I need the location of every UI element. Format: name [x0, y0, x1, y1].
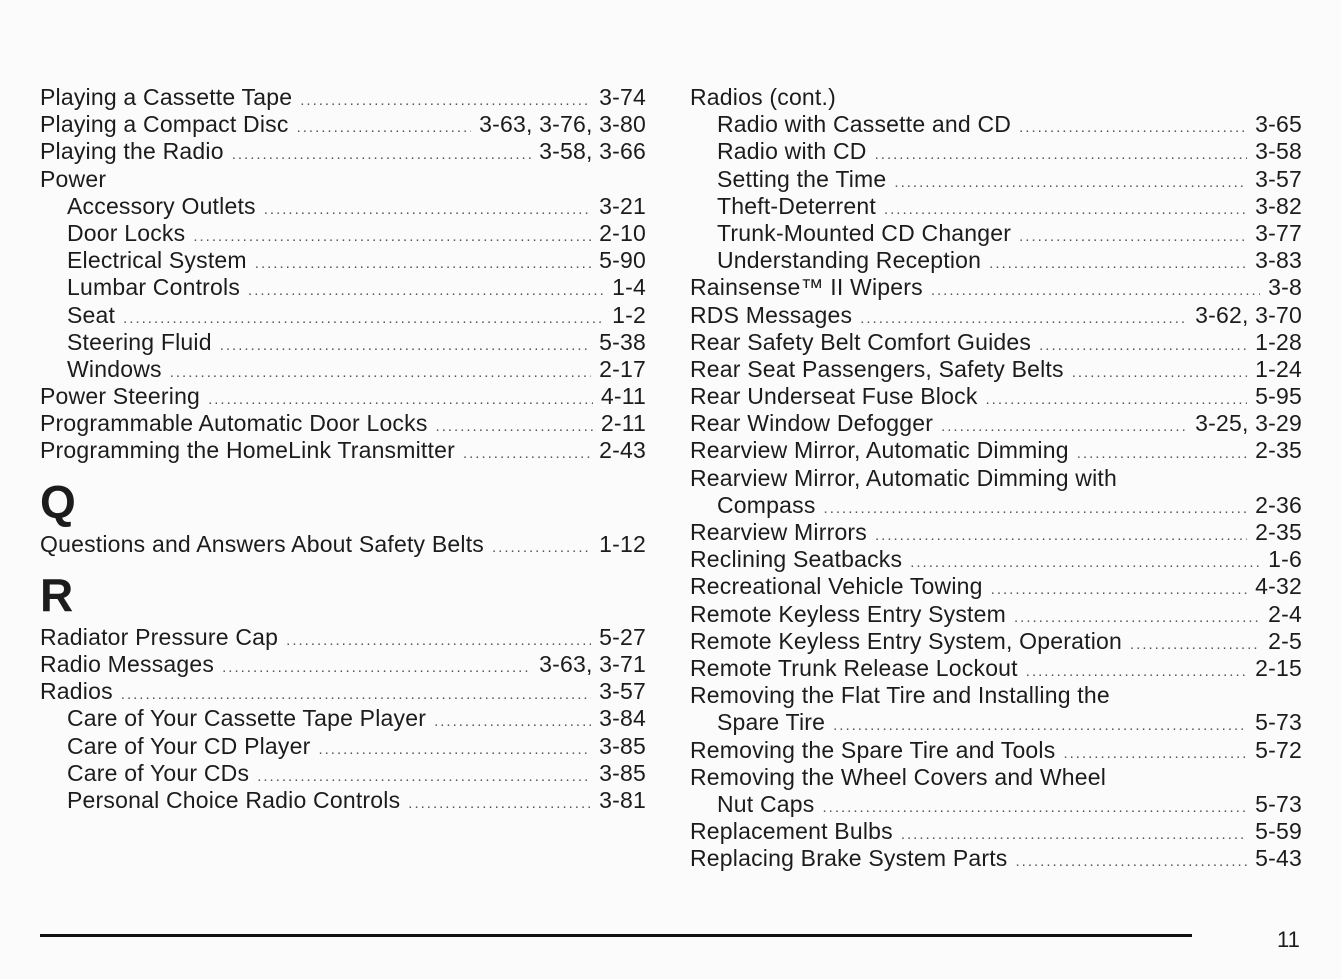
index-subentry	[690, 220, 1302, 247]
page-reference[interactable]: 3-58	[1255, 138, 1302, 165]
page-reference[interactable]: 2-43	[599, 437, 646, 464]
dot-leader	[123, 305, 604, 332]
page-reference[interactable]: 3-57	[1255, 165, 1302, 192]
dot-leader	[193, 223, 591, 250]
dot-leader	[1026, 658, 1247, 685]
dot-leader	[824, 495, 1248, 522]
entry-label: Windows	[67, 355, 162, 382]
dot-leader	[257, 763, 591, 790]
entry-label: Remote Keyless Entry System, Operation	[690, 627, 1122, 654]
index-entry	[40, 410, 646, 437]
dot-leader	[822, 794, 1247, 821]
footer-rule	[40, 934, 1192, 937]
page-reference[interactable]: 3-63, 3-71	[539, 651, 646, 677]
page-reference[interactable]: 3-25, 3-29	[1195, 410, 1302, 437]
index-subentry	[40, 356, 646, 383]
index-entry	[690, 845, 1302, 872]
page-reference[interactable]: 3-77	[1255, 219, 1302, 246]
entry-label: Recreational Vehicle Towing	[690, 573, 983, 600]
page-reference[interactable]: 1-4	[612, 274, 646, 301]
dot-leader	[884, 196, 1247, 223]
page-reference[interactable]: 3-65	[1255, 111, 1302, 138]
index-subentry	[690, 138, 1302, 165]
page-reference[interactable]: 5-73	[1255, 709, 1302, 736]
index-entry	[690, 546, 1302, 573]
page-reference[interactable]: 2-5	[1268, 627, 1302, 654]
index-entry	[690, 682, 1302, 709]
dot-leader	[910, 549, 1260, 576]
index-subentry	[40, 705, 646, 732]
page-reference[interactable]: 1-12	[599, 530, 646, 557]
entry-label: Trunk-Mounted CD Changer	[717, 219, 1012, 246]
index-entry	[690, 764, 1302, 791]
page-reference[interactable]: 3-81	[599, 786, 646, 813]
page-reference[interactable]: 2-17	[599, 355, 646, 382]
index-entry	[40, 138, 646, 165]
page-reference[interactable]: 3-82	[1255, 192, 1302, 219]
page-reference[interactable]: 5-95	[1255, 383, 1302, 410]
index-group-p	[40, 84, 646, 465]
page-reference[interactable]: 5-90	[599, 247, 646, 274]
entry-label: Programming the HomeLink Transmitter	[40, 437, 455, 464]
dot-leader	[232, 141, 531, 168]
page-reference[interactable]: 3-85	[599, 759, 646, 786]
entry-label: Understanding Reception	[717, 247, 982, 274]
entry-label: Care of Your Cassette Tape Player	[67, 705, 427, 732]
dot-leader	[901, 821, 1247, 848]
dot-leader	[318, 736, 591, 763]
dot-leader	[860, 305, 1187, 332]
index-entry	[690, 383, 1302, 410]
page-reference[interactable]: 2-36	[1255, 491, 1302, 518]
entry-label: Radio Messages	[40, 651, 215, 677]
dot-leader	[833, 712, 1247, 739]
page-reference[interactable]: 3-62, 3-70	[1195, 301, 1302, 328]
dot-leader	[170, 359, 591, 386]
page-reference[interactable]: 3-21	[599, 192, 646, 219]
dot-leader	[989, 250, 1247, 277]
entry-label: Removing the Flat Tire and Installing the	[690, 682, 1110, 709]
page-reference[interactable]: 3-57	[599, 678, 646, 705]
dot-leader	[931, 277, 1260, 304]
entry-label: Accessory Outlets	[67, 192, 256, 219]
index-subentry	[40, 220, 646, 247]
page-reference[interactable]: 1-2	[612, 301, 646, 328]
index-entry	[40, 531, 646, 558]
index-subentry	[40, 760, 646, 787]
page-reference[interactable]: 5-38	[599, 328, 646, 355]
entry-label: Rear Safety Belt Comfort Guides	[690, 328, 1032, 355]
entry-label: Removing the Spare Tire and Tools	[690, 736, 1056, 763]
entry-label: Setting the Time	[717, 165, 887, 192]
index-entry	[40, 624, 646, 651]
dot-leader	[434, 708, 591, 735]
entry-label: Rearview Mirrors	[690, 519, 867, 545]
page-reference[interactable]: 5-43	[1255, 845, 1302, 872]
page-reference[interactable]: 2-4	[1268, 600, 1302, 627]
page-reference[interactable]: 3-83	[1255, 247, 1302, 274]
entry-label: Remote Trunk Release Lockout	[690, 654, 1018, 681]
dot-leader	[264, 196, 591, 223]
page-reference[interactable]: 3-85	[599, 732, 646, 759]
entry-label: Reclining Seatbacks	[690, 546, 903, 573]
page-reference[interactable]: 2-35	[1255, 519, 1302, 545]
entry-label: Replacement Bulbs	[690, 818, 893, 845]
page-reference[interactable]: 5-59	[1255, 818, 1302, 845]
entry-label: Door Locks	[67, 219, 186, 246]
page-reference[interactable]: 4-32	[1255, 573, 1302, 600]
index-subentry	[690, 709, 1302, 736]
entry-label: Care of Your CDs	[67, 759, 250, 786]
dot-leader	[492, 534, 591, 561]
index-entry	[690, 573, 1302, 600]
index-entry	[690, 274, 1302, 301]
index-subentry	[690, 791, 1302, 818]
dot-leader	[1063, 740, 1247, 767]
entry-label: Power	[40, 165, 107, 192]
entry-label: Radiator Pressure Cap	[40, 623, 279, 650]
index-subentry	[690, 166, 1302, 193]
page-reference[interactable]: 1-6	[1268, 546, 1302, 573]
right-index-column	[690, 84, 1302, 872]
page-reference[interactable]: 3-8	[1268, 274, 1302, 301]
entry-label: Radio with CD	[717, 138, 867, 165]
index-entry	[690, 84, 1302, 111]
section-letter-q: Q	[40, 475, 76, 528]
index-entry	[690, 818, 1302, 845]
dot-leader	[436, 413, 593, 440]
index-subentry	[690, 111, 1302, 138]
page-reference[interactable]: 1-28	[1255, 328, 1302, 355]
dot-leader	[220, 332, 591, 359]
index-entry	[690, 410, 1302, 437]
dot-leader	[208, 386, 593, 413]
index-entry	[690, 329, 1302, 356]
entry-label: Lumbar Controls	[67, 274, 241, 301]
entry-label: Nut Caps	[717, 790, 815, 817]
page-reference[interactable]: 2-11	[600, 410, 646, 437]
entry-label: Playing the Radio	[40, 138, 224, 165]
entry-label: Rear Seat Passengers, Safety Belts	[690, 355, 1064, 382]
page-reference[interactable]: 3-84	[599, 705, 646, 732]
dot-leader	[248, 277, 604, 304]
page-reference[interactable]: 5-72	[1255, 736, 1302, 763]
entry-label: RDS Messages	[690, 301, 853, 328]
dot-leader	[222, 654, 531, 681]
index-subentry	[690, 492, 1302, 519]
dot-leader	[1072, 359, 1247, 386]
index-entry	[40, 84, 646, 111]
entry-label: Spare Tire	[717, 709, 826, 736]
entry-label: Theft-Deterrent	[717, 192, 876, 219]
page-reference[interactable]: 3-63, 3-76, 3-80	[479, 111, 646, 138]
index-entry	[40, 166, 646, 193]
dot-leader	[1039, 332, 1247, 359]
index-entry	[690, 356, 1302, 383]
dot-leader	[1019, 114, 1247, 141]
index-entry	[40, 651, 646, 678]
entry-label: Radio with Cassette and CD	[717, 111, 1012, 138]
index-entry	[40, 437, 646, 464]
index-subentry	[40, 302, 646, 329]
index-entry	[690, 655, 1302, 682]
dot-leader	[297, 114, 472, 141]
index-entry	[690, 302, 1302, 329]
entry-label: Rearview Mirror, Automatic Dimming	[690, 437, 1069, 464]
entry-label: Seat	[67, 301, 116, 328]
entry-label: Rear Window Defogger	[690, 410, 934, 437]
index-entry	[690, 601, 1302, 628]
index-entry	[40, 111, 646, 138]
dot-leader	[408, 790, 591, 817]
page-reference[interactable]: 5-27	[599, 623, 646, 650]
index-entry	[690, 465, 1302, 492]
index-entry	[690, 628, 1302, 655]
dot-leader	[1077, 440, 1247, 467]
entry-label: Personal Choice Radio Controls	[67, 786, 401, 813]
entry-label: Radios (cont.)	[690, 84, 836, 110]
entry-label: Removing the Wheel Covers and Wheel	[690, 763, 1107, 790]
entry-label: Steering Fluid	[67, 328, 212, 355]
dot-leader	[894, 169, 1247, 196]
index-subentry	[40, 733, 646, 760]
page-reference[interactable]: 2-10	[599, 219, 646, 246]
index-group-r	[40, 624, 646, 814]
dot-leader	[463, 440, 591, 467]
entry-label: Electrical System	[67, 247, 247, 274]
index-subentry	[690, 193, 1302, 220]
section-letter-r: R	[40, 568, 74, 621]
page-reference[interactable]: 3-58, 3-66	[539, 138, 646, 165]
entry-label: Playing a Cassette Tape	[40, 84, 293, 110]
dot-leader	[1019, 223, 1247, 250]
index-entry	[690, 737, 1302, 764]
index-subentry	[40, 247, 646, 274]
entry-label: Compass	[717, 491, 816, 518]
entry-label: Playing a Compact Disc	[40, 111, 289, 138]
page-reference[interactable]: 4-11	[600, 383, 646, 410]
page-reference[interactable]: 5-73	[1255, 790, 1302, 817]
index-entry	[40, 383, 646, 410]
dot-leader	[875, 141, 1248, 168]
dot-leader	[286, 627, 591, 654]
entry-label: Radios	[40, 678, 113, 705]
page-reference[interactable]: 2-15	[1255, 654, 1302, 681]
entry-label: Questions and Answers About Safety Belts	[40, 530, 484, 557]
dot-leader	[986, 386, 1248, 413]
index-subentry	[40, 274, 646, 301]
left-index-column	[40, 84, 646, 814]
index-subentry	[40, 193, 646, 220]
page-reference[interactable]: 2-35	[1255, 437, 1302, 464]
entry-label: Programmable Automatic Door Locks	[40, 410, 428, 437]
page-reference[interactable]: 3-74	[599, 84, 646, 110]
dot-leader	[255, 250, 591, 277]
dot-leader	[121, 681, 591, 708]
dot-leader	[1016, 848, 1248, 875]
index-entry	[40, 678, 646, 705]
dot-leader	[300, 87, 591, 114]
page-number: 11	[1277, 927, 1300, 952]
entry-label: Remote Keyless Entry System	[690, 600, 1007, 627]
entry-label: Care of Your CD Player	[67, 732, 311, 759]
index-subentry	[40, 787, 646, 814]
entry-label: Power Steering	[40, 383, 201, 410]
entry-label: Replacing Brake System Parts	[690, 845, 1008, 872]
index-entry	[690, 519, 1302, 546]
index-subentry	[690, 247, 1302, 274]
dot-leader	[1014, 604, 1260, 631]
index-group-q	[40, 531, 646, 558]
page-reference[interactable]: 1-24	[1255, 355, 1302, 382]
entry-label: Rainsense™ II Wipers	[690, 274, 923, 301]
dot-leader	[941, 413, 1187, 440]
index-entry	[690, 437, 1302, 464]
entry-label: Rear Underseat Fuse Block	[690, 383, 978, 410]
dot-leader	[875, 522, 1247, 549]
index-subentry	[40, 329, 646, 356]
dot-leader	[991, 576, 1248, 603]
dot-leader	[1130, 631, 1260, 658]
entry-label: Rearview Mirror, Automatic Dimming with	[690, 464, 1118, 491]
